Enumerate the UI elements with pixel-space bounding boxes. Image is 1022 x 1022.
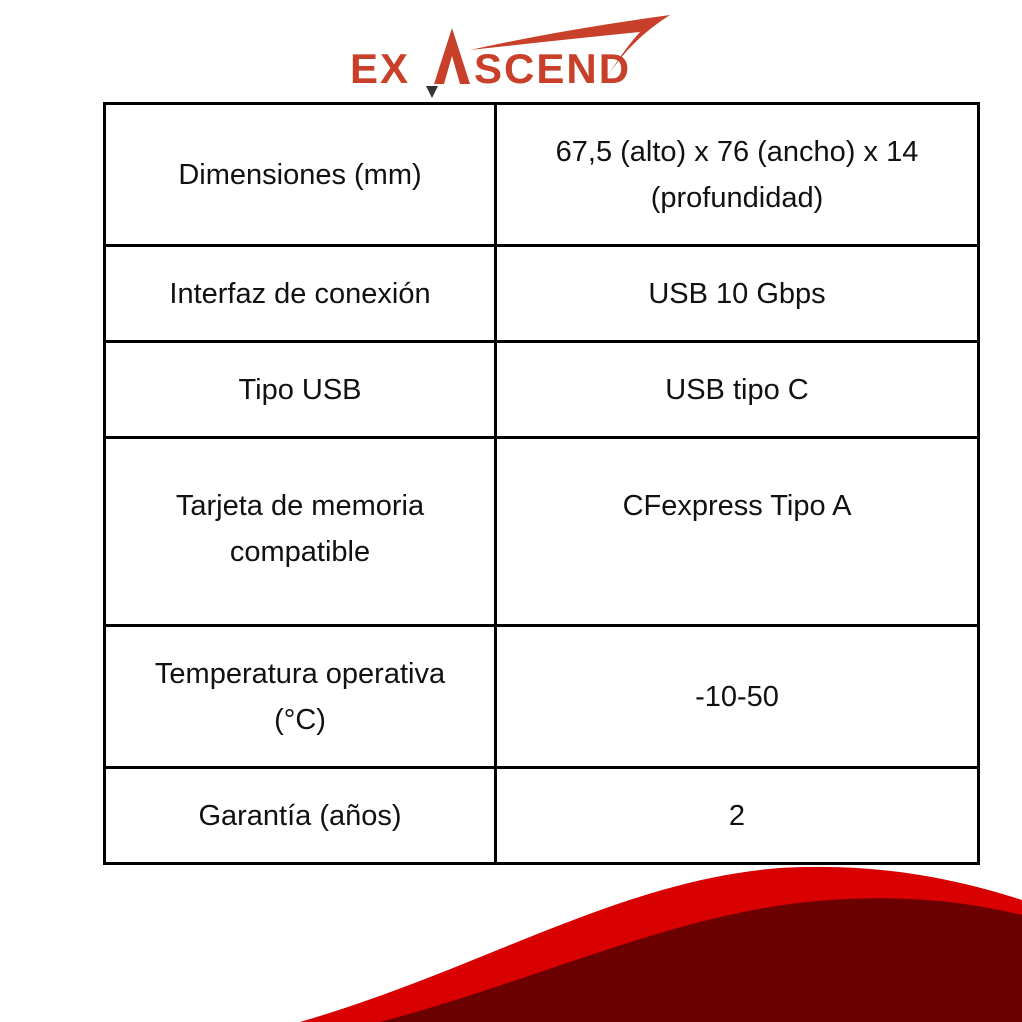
spec-value	[496, 342, 979, 438]
logo-graphic	[340, 10, 680, 102]
spec-value	[496, 104, 979, 246]
spec-label-text: Dimensiones (mm)	[178, 158, 422, 191]
table-row	[105, 246, 979, 342]
spec-value-text: -10-50	[695, 680, 779, 713]
spec-value-text: CFexpress Tipo A	[622, 490, 852, 522]
spec-label	[105, 626, 496, 768]
spec-label-text: Garantía (años)	[198, 799, 402, 832]
spec-label	[105, 438, 496, 626]
exascend-logo	[340, 10, 680, 102]
spec-label	[105, 342, 496, 438]
table-row	[105, 342, 979, 438]
table-row	[105, 104, 979, 246]
spec-label-text: Temperatura operativa (°C)	[154, 657, 446, 736]
table-row	[105, 768, 979, 864]
table-row	[105, 626, 979, 768]
spec-label-text: Interfaz de conexión	[169, 277, 431, 310]
spec-value-text: USB 10 Gbps	[648, 277, 826, 310]
spec-value	[496, 246, 979, 342]
spec-value-text: USB tipo C	[665, 373, 809, 406]
wave-graphic	[0, 860, 1022, 1022]
spec-label	[105, 104, 496, 246]
spec-table	[103, 102, 980, 865]
svg-text:EX: EX	[350, 45, 411, 92]
spec-value-text: 2	[728, 799, 746, 832]
table-row	[105, 438, 979, 626]
spec-label-text: Tipo USB	[238, 373, 362, 406]
spec-value	[496, 438, 979, 626]
decorative-wave	[0, 860, 1022, 1022]
spec-value	[496, 626, 979, 768]
spec-value-text: 67,5 (alto) x 76 (ancho) x 14 (profundidad)	[555, 135, 919, 214]
spec-label-text: Tarjeta de memoria compatible	[175, 490, 425, 568]
spec-label	[105, 768, 496, 864]
spec-label	[105, 246, 496, 342]
svg-text:SCEND: SCEND	[474, 45, 632, 92]
spec-value	[496, 768, 979, 864]
